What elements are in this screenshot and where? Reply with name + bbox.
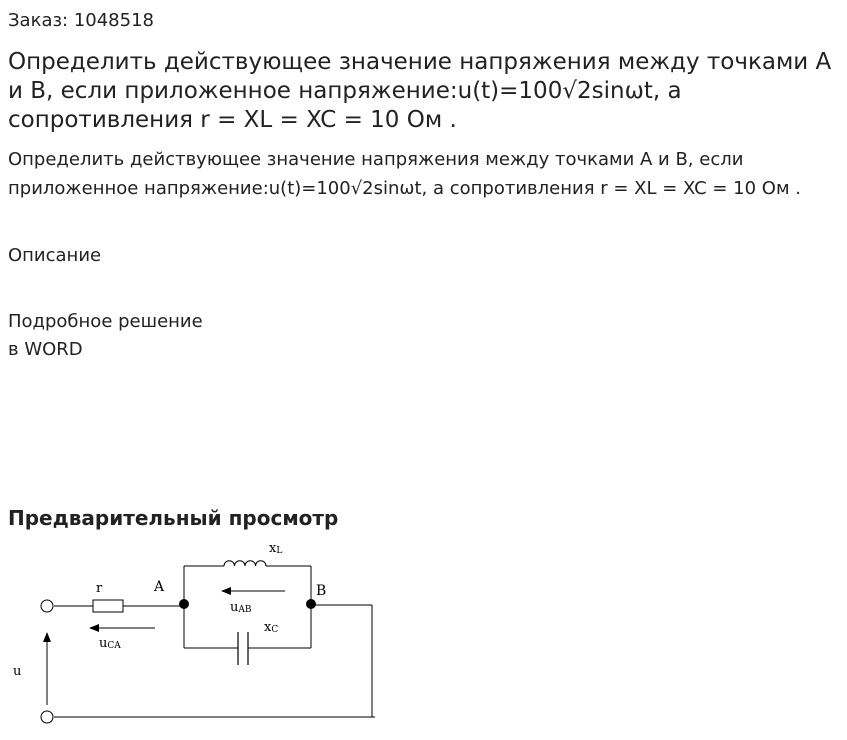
capacitor-xc xyxy=(238,632,248,665)
arrow-uca xyxy=(89,624,155,632)
task-summary: Определить действующее значение напряжения между точками А и В, если приложенное напряжение:u(t)=100√2sinωt, а сопротивления r = XL = XC = 10 Ом . xyxy=(8,149,801,199)
node-a xyxy=(179,599,189,609)
preview-heading: Предварительный просмотр xyxy=(8,506,339,530)
arrow-uab xyxy=(221,587,285,595)
resistor-r xyxy=(93,600,123,612)
inductor-xl xyxy=(224,561,266,566)
description-line-solution: Подробное решение xyxy=(8,311,203,332)
terminal-top xyxy=(41,600,53,612)
label-u: u xyxy=(13,664,22,679)
description-heading: Описание xyxy=(8,245,102,266)
arrow-u xyxy=(43,632,51,705)
description-line-format: в WORD xyxy=(8,339,83,360)
label-uab: uAB xyxy=(230,600,252,615)
task-title: Определить действующее значение напряжения между точками А и В, если приложенное напряжение:u(t)=100√2sinωt, а сопротивления r = XL = XC = 10 Ом . xyxy=(8,49,832,133)
circuit-diagram xyxy=(0,535,400,735)
label-b: B xyxy=(316,583,327,599)
label-xc: xC xyxy=(264,620,279,635)
order-number: Заказ: 1048518 xyxy=(8,10,154,31)
label-xl: xL xyxy=(269,541,283,556)
label-a: A xyxy=(154,579,165,595)
terminal-bottom xyxy=(41,711,53,723)
description-body xyxy=(8,308,203,364)
node-b xyxy=(306,599,316,609)
label-r: r xyxy=(96,581,103,596)
label-uca: uCA xyxy=(99,636,121,651)
